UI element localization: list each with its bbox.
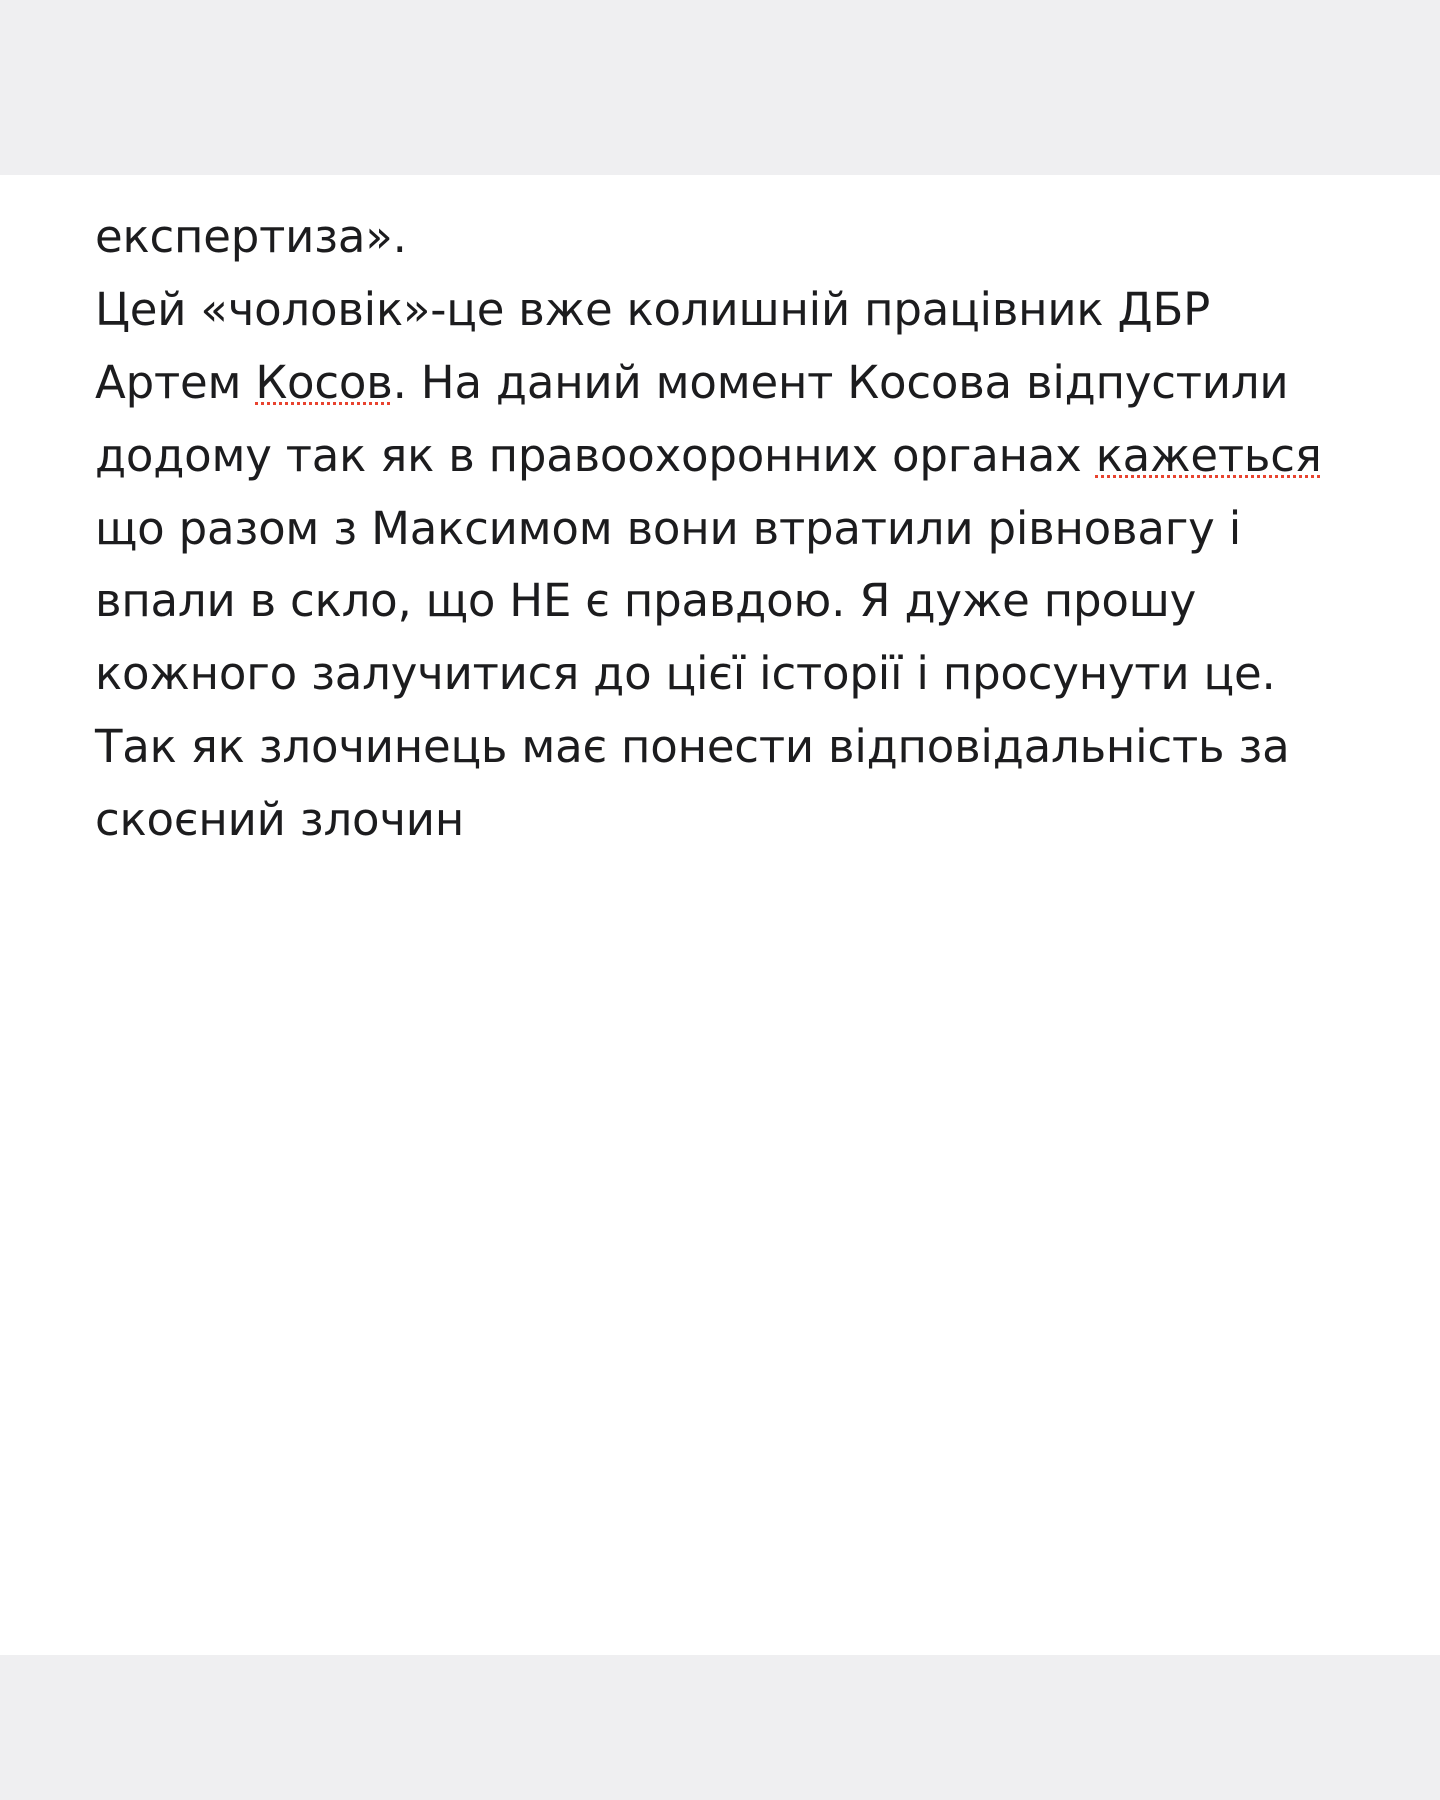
paragraph[interactable] bbox=[95, 201, 1330, 274]
text-run: експертиза». bbox=[95, 210, 407, 263]
text-run: що разом з Максимом вони втратили рівновагу і впали в скло, що НЕ є правдою. Я дуже прошу кожного залучитися до цієї історії і просунути це. Так як злочинець має понести відповідальність за скоєний злочин bbox=[95, 501, 1290, 847]
bottom-status-area bbox=[0, 1655, 1440, 1800]
text-run: Цей «чоловік»-це вже колишній працівник ДБР Артем bbox=[95, 282, 1211, 409]
document-page[interactable] bbox=[0, 175, 1440, 1655]
document-text-body[interactable] bbox=[95, 201, 1330, 857]
misspelled-word[interactable]: кажеться bbox=[1095, 428, 1322, 482]
paragraph[interactable] bbox=[95, 274, 1330, 857]
top-status-area bbox=[0, 0, 1440, 175]
text-run: . На даний момент Косова відпустили додому так як в правоохоронних органах bbox=[95, 355, 1289, 482]
misspelled-word[interactable]: Косов bbox=[255, 355, 393, 409]
